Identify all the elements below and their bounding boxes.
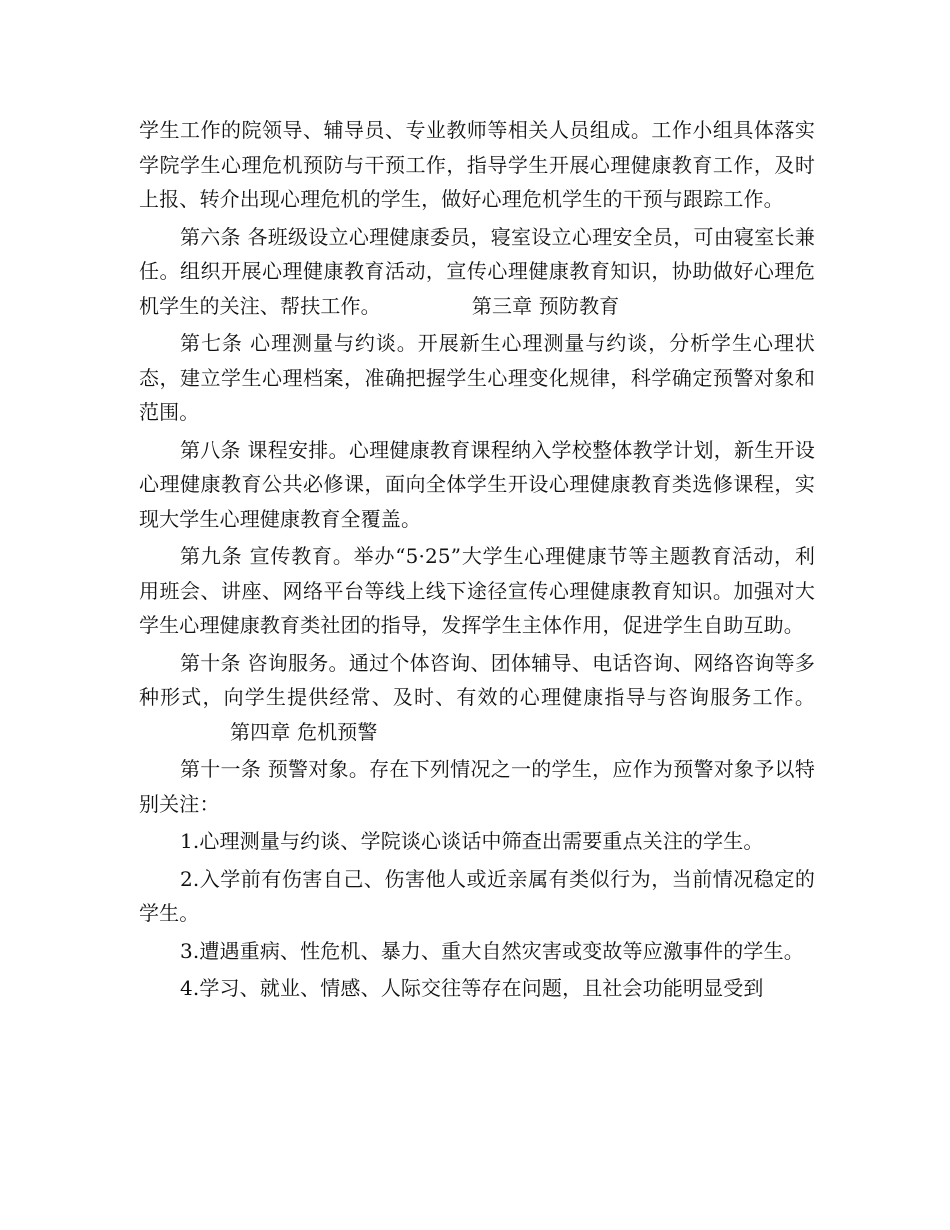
paragraph-article-6: [139, 220, 815, 324]
paragraph-text: 第十一条 预警对象。存在下列情况之一的学生，应作为预警对象予以特别关注：: [139, 757, 815, 816]
paragraph-continuation: [139, 113, 815, 217]
list-item-text: 2.入学前有伤害自己、伤害他人或近亲属有类似行为，当前情况稳定的学生。: [139, 866, 815, 925]
paragraph-article-10: [139, 646, 815, 750]
paragraph-article-7: [139, 326, 815, 430]
paragraph-article-9: [139, 539, 815, 643]
paragraph-text: 第九条 宣传教育。举办“5·25”大学生心理健康节等主题教育活动，利用班会、讲座、网络平台等线上线下途径宣传心理健康教育知识。加强对大学生心理健康教育类社团的指导，发挥学生主体作用，促进学生自助互助。: [139, 544, 815, 637]
paragraph-text: 第十条 咨询服务。通过个体咨询、团体辅导、电话咨询、网络咨询等多种形式，向学生提供经常、及时、有效的心理健康指导与咨询服务工作。: [139, 650, 815, 709]
chapter-heading-4: 第四章 危机预警: [230, 719, 378, 744]
list-item-text: 4.学习、就业、情感、人际交往等存在问题，且社会功能明显受到: [180, 976, 764, 1000]
paragraph-text: 第六条 各班级设立心理健康委员，寝室设立心理安全员，可由寝室长兼任。组织开展心理健康教育活动，宣传心理健康教育知识，协助做好心理危机学生的关注、帮扶工作。: [139, 224, 815, 318]
list-item-text: 3.遭遇重病、性危机、暴力、重大自然灾害或变故等应激事件的学生。: [180, 938, 804, 963]
list-item-1: [139, 824, 815, 859]
paragraph-article-11: [139, 752, 815, 821]
list-item-2: [139, 862, 815, 931]
chapter-heading-3: 第三章 预防教育: [471, 293, 620, 318]
document-body: [139, 113, 815, 1006]
list-item-4: [139, 971, 815, 1006]
paragraph-article-8: [139, 433, 815, 537]
list-item-text: 1.心理测量与约谈、学院谈心谈话中筛查出需要重点关注的学生。: [180, 829, 764, 853]
list-item-3: [139, 934, 815, 969]
paragraph-text: 第七条 心理测量与约谈。开展新生心理测量与约谈，分析学生心理状态，建立学生心理档案，准确把握学生心理变化规律，科学确定预警对象和范围。: [139, 331, 815, 424]
paragraph-text: 第八条 课程安排。心理健康教育课程纳入学校整体教学计划，新生开设心理健康教育公共必修课，面向全体学生开设心理健康教育类选修课程，实现大学生心理健康教育全覆盖。: [139, 437, 815, 531]
paragraph-text: 学生工作的院领导、辅导员、专业教师等相关人员组成。工作小组具体落实学院学生心理危机预防与干预工作，指导学生开展心理健康教育工作，及时上报、转介出现心理危机的学生，做好心理危机学生的干预与跟踪工作。: [139, 118, 815, 211]
